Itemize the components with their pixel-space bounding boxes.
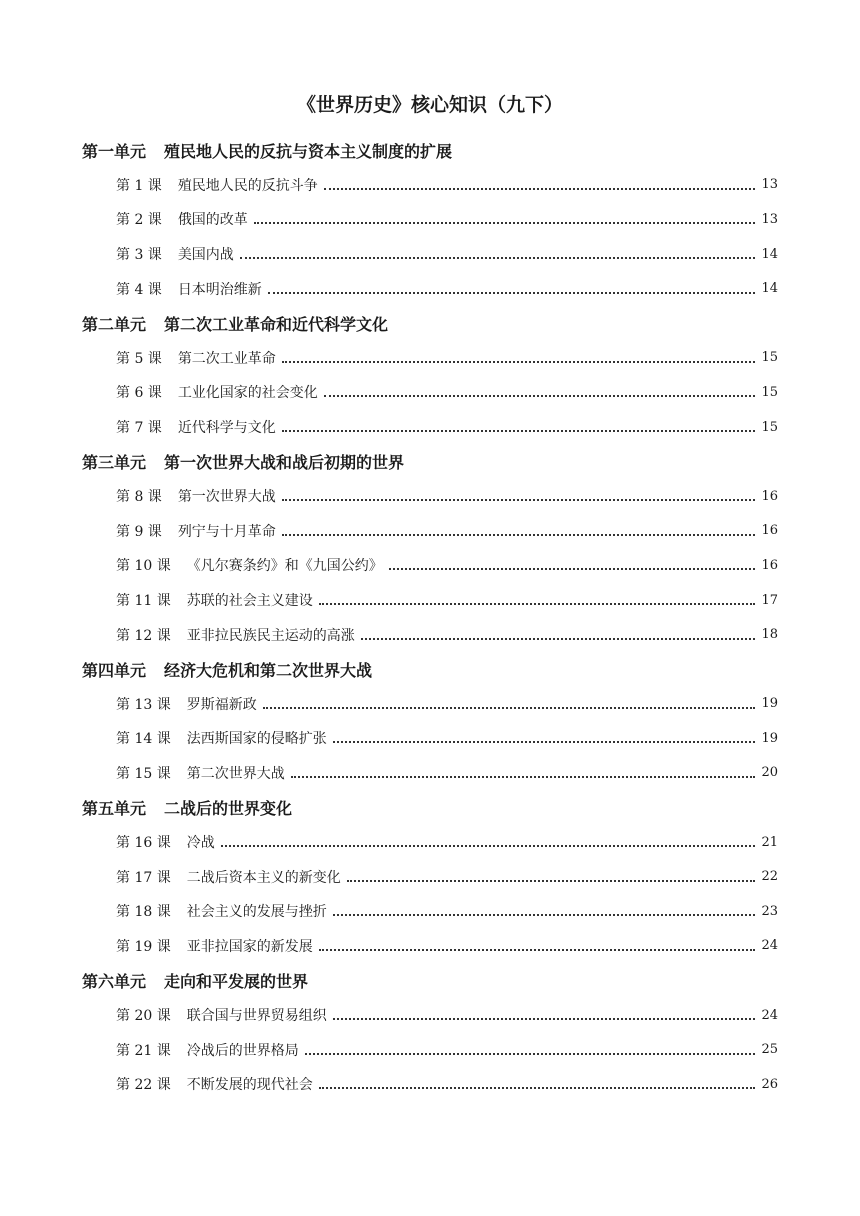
unit-number: 第五单元 bbox=[82, 799, 147, 819]
lesson-number: 第 20 课 bbox=[116, 1008, 171, 1025]
toc-entry[interactable] bbox=[82, 237, 778, 272]
toc-entry[interactable] bbox=[82, 410, 778, 445]
lesson-title: 二战后资本主义的新变化 bbox=[186, 869, 341, 886]
dot-leader bbox=[305, 1053, 756, 1055]
toc-entry[interactable] bbox=[82, 271, 778, 306]
toc-entry[interactable] bbox=[82, 514, 778, 549]
unit-heading bbox=[82, 790, 778, 825]
page-number: 21 bbox=[761, 834, 778, 850]
lesson-number: 第 11 课 bbox=[116, 593, 171, 610]
lesson-title: 亚非拉民族民主运动的高涨 bbox=[186, 627, 355, 644]
toc-entry[interactable] bbox=[82, 341, 778, 376]
lesson-title: 法西斯国家的侵略扩张 bbox=[186, 731, 327, 748]
toc-entry[interactable] bbox=[82, 202, 778, 237]
unit-heading bbox=[82, 444, 778, 479]
unit-number: 第一单元 bbox=[82, 141, 147, 161]
unit-heading bbox=[82, 652, 778, 687]
lesson-title: 《凡尔赛条约》和《九国公约》 bbox=[186, 558, 383, 575]
page-number: 24 bbox=[761, 1007, 778, 1023]
unit-number: 第二单元 bbox=[82, 314, 147, 334]
dot-leader bbox=[221, 845, 756, 847]
toc-entry[interactable] bbox=[82, 479, 778, 514]
page-number: 22 bbox=[761, 869, 778, 885]
dot-leader bbox=[319, 1087, 756, 1089]
lesson-title: 列宁与十月革命 bbox=[177, 523, 276, 540]
lesson-title: 俄国的改革 bbox=[177, 212, 248, 229]
lesson-title: 工业化国家的社会变化 bbox=[177, 385, 318, 402]
toc-entry[interactable] bbox=[82, 375, 778, 410]
dot-leader bbox=[324, 395, 756, 397]
unit-heading bbox=[82, 133, 778, 168]
dot-leader bbox=[282, 430, 756, 432]
lesson-title: 美国内战 bbox=[177, 247, 234, 264]
lesson-title: 冷战 bbox=[186, 835, 215, 852]
unit-title: 走向和平发展的世界 bbox=[164, 972, 309, 992]
page-number: 19 bbox=[761, 730, 778, 746]
unit-title: 第一次世界大战和战后初期的世界 bbox=[164, 453, 405, 473]
lesson-title: 近代科学与文化 bbox=[177, 420, 276, 437]
dot-leader bbox=[240, 257, 756, 259]
page-number: 17 bbox=[761, 592, 778, 608]
unit-number: 第三单元 bbox=[82, 453, 147, 473]
lesson-number: 第 22 课 bbox=[116, 1077, 171, 1094]
unit-heading bbox=[82, 306, 778, 341]
lesson-number: 第 16 课 bbox=[116, 835, 171, 852]
page-number: 15 bbox=[761, 350, 778, 366]
lesson-number: 第 10 课 bbox=[116, 558, 171, 575]
lesson-number: 第 1 课 bbox=[116, 177, 162, 194]
lesson-title: 罗斯福新政 bbox=[186, 696, 257, 713]
toc-entry[interactable] bbox=[82, 929, 778, 964]
page-number: 16 bbox=[761, 488, 778, 504]
lesson-title: 日本明治维新 bbox=[177, 281, 262, 298]
lesson-number: 第 13 课 bbox=[116, 696, 171, 713]
page-number: 26 bbox=[761, 1076, 778, 1092]
unit-number: 第四单元 bbox=[82, 660, 147, 680]
document-title: 《世界历史》核心知识（九下） bbox=[296, 94, 563, 116]
lesson-number: 第 5 课 bbox=[116, 350, 162, 367]
lesson-title: 第一次世界大战 bbox=[177, 489, 276, 506]
lesson-number: 第 19 课 bbox=[116, 938, 171, 955]
dot-leader bbox=[282, 534, 756, 536]
dot-leader bbox=[319, 949, 756, 951]
toc-entry[interactable] bbox=[82, 548, 778, 583]
dot-leader bbox=[347, 880, 756, 882]
dot-leader bbox=[389, 568, 756, 570]
toc-entry[interactable] bbox=[82, 721, 778, 756]
dot-leader bbox=[291, 776, 756, 778]
page-number: 25 bbox=[761, 1042, 778, 1058]
page-number: 19 bbox=[761, 696, 778, 712]
lesson-title: 冷战后的世界格局 bbox=[186, 1042, 299, 1059]
toc-entry[interactable] bbox=[82, 687, 778, 722]
lesson-number: 第 7 课 bbox=[116, 420, 162, 437]
page-number: 14 bbox=[761, 281, 778, 297]
page-number: 24 bbox=[761, 938, 778, 954]
dot-leader bbox=[282, 499, 756, 501]
lesson-title: 亚非拉国家的新发展 bbox=[186, 938, 313, 955]
page-number: 18 bbox=[761, 627, 778, 643]
lesson-number: 第 17 课 bbox=[116, 869, 171, 886]
lesson-title: 殖民地人民的反抗斗争 bbox=[177, 177, 318, 194]
lesson-title: 社会主义的发展与挫折 bbox=[186, 904, 327, 921]
page-number: 20 bbox=[761, 765, 778, 781]
toc-entry[interactable] bbox=[82, 1067, 778, 1102]
lesson-number: 第 6 课 bbox=[116, 385, 162, 402]
lesson-number: 第 12 课 bbox=[116, 627, 171, 644]
dot-leader bbox=[282, 361, 756, 363]
dot-leader bbox=[263, 707, 756, 709]
page-number: 13 bbox=[761, 177, 778, 193]
dot-leader bbox=[268, 292, 756, 294]
dot-leader bbox=[254, 222, 756, 224]
page-number: 14 bbox=[761, 246, 778, 262]
dot-leader bbox=[324, 188, 756, 190]
toc-entry[interactable] bbox=[82, 859, 778, 894]
lesson-number: 第 8 课 bbox=[116, 489, 162, 506]
toc-entry[interactable] bbox=[82, 1032, 778, 1067]
lesson-number: 第 18 课 bbox=[116, 904, 171, 921]
unit-heading bbox=[82, 963, 778, 998]
dot-leader bbox=[333, 1018, 756, 1020]
page-number: 15 bbox=[761, 384, 778, 400]
dot-leader bbox=[361, 638, 756, 640]
page-number: 15 bbox=[761, 419, 778, 435]
unit-number: 第六单元 bbox=[82, 972, 147, 992]
lesson-number: 第 21 课 bbox=[116, 1042, 171, 1059]
toc-entry[interactable] bbox=[82, 756, 778, 791]
lesson-title: 第二次世界大战 bbox=[186, 765, 285, 782]
dot-leader bbox=[333, 741, 756, 743]
lesson-title: 不断发展的现代社会 bbox=[186, 1077, 313, 1094]
lesson-number: 第 14 课 bbox=[116, 731, 171, 748]
lesson-title: 第二次工业革命 bbox=[177, 350, 276, 367]
toc-entry[interactable] bbox=[82, 168, 778, 203]
toc-entry[interactable] bbox=[82, 894, 778, 929]
table-of-contents bbox=[82, 133, 778, 1102]
page-number: 16 bbox=[761, 523, 778, 539]
unit-title: 第二次工业革命和近代科学文化 bbox=[164, 314, 389, 334]
lesson-title: 联合国与世界贸易组织 bbox=[186, 1008, 327, 1025]
page-number: 13 bbox=[761, 211, 778, 227]
lesson-title: 苏联的社会主义建设 bbox=[186, 593, 313, 610]
lesson-number: 第 4 课 bbox=[116, 281, 162, 298]
dot-leader bbox=[333, 914, 756, 916]
page-number: 16 bbox=[761, 557, 778, 573]
lesson-number: 第 2 课 bbox=[116, 212, 162, 229]
unit-title: 二战后的世界变化 bbox=[164, 799, 293, 819]
page-number: 23 bbox=[761, 903, 778, 919]
toc-entry[interactable] bbox=[82, 617, 778, 652]
dot-leader bbox=[319, 603, 756, 605]
toc-entry[interactable] bbox=[82, 583, 778, 618]
lesson-number: 第 9 课 bbox=[116, 523, 162, 540]
toc-entry[interactable] bbox=[82, 825, 778, 860]
toc-entry[interactable] bbox=[82, 998, 778, 1033]
unit-title: 殖民地人民的反抗与资本主义制度的扩展 bbox=[164, 141, 453, 161]
unit-title: 经济大危机和第二次世界大战 bbox=[164, 660, 373, 680]
lesson-number: 第 15 课 bbox=[116, 765, 171, 782]
lesson-number: 第 3 课 bbox=[116, 247, 162, 264]
